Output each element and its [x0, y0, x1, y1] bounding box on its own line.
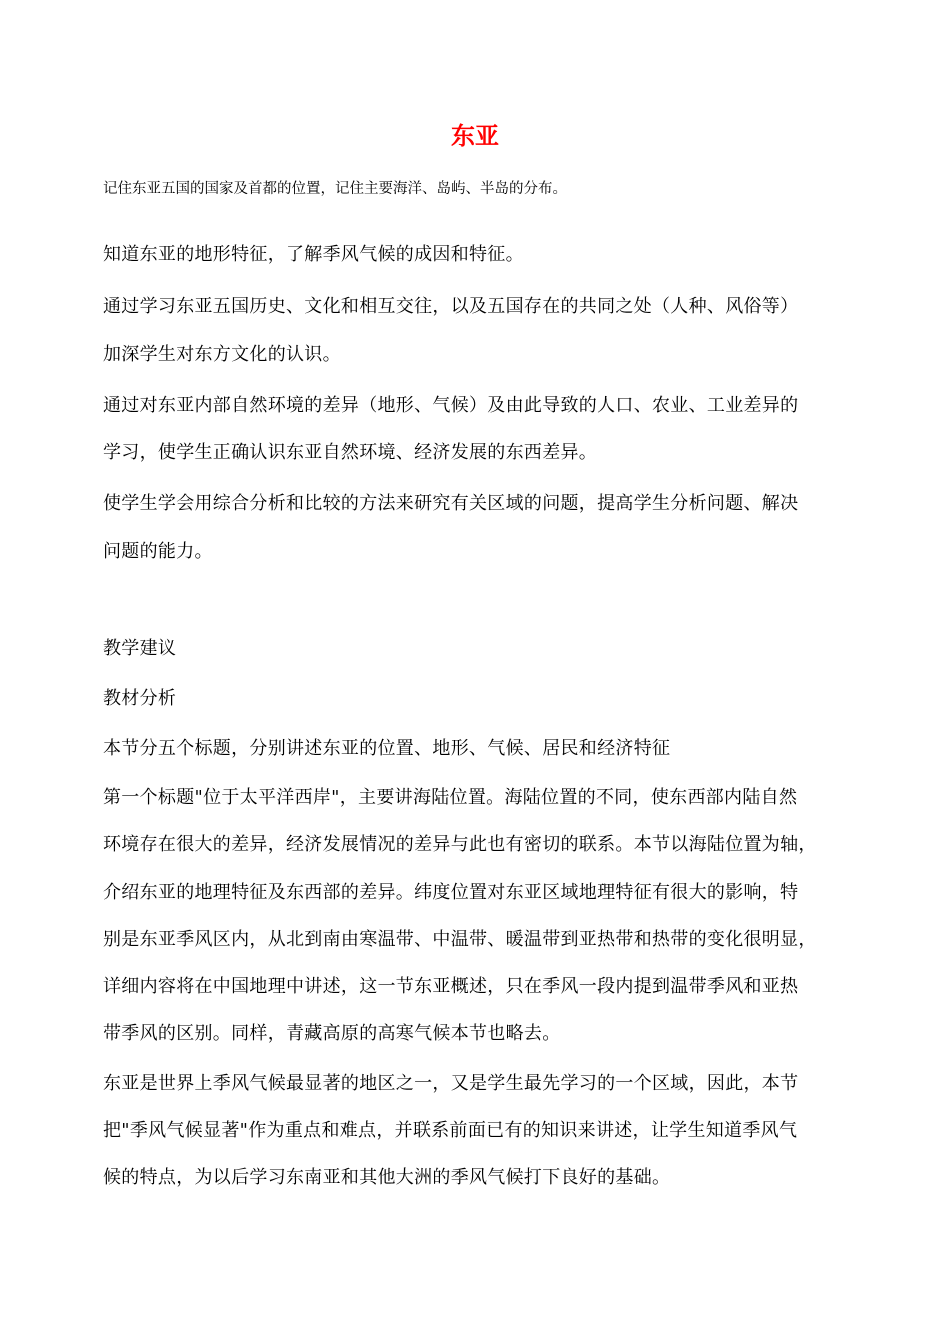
text-line: 环境存在很大的差异，经济发展情况的差异与此也有密切的联系。本节以海陆位置为轴，: [103, 834, 817, 855]
text-line: 本节分五个标题，分别讲述东亚的位置、地形、气候、居民和经济特征: [103, 738, 671, 759]
text-line: 详细内容将在中国地理中讲述，这一节东亚概述，只在季风一段内提到温带季风和亚热: [103, 976, 799, 997]
text-line: 把"季风气候显著"作为重点和难点，并联系前面已有的知识来讲述，让学生知道季风气: [103, 1120, 798, 1141]
text-line: 带季风的区别。同样，青藏高原的高寒气候本节也略去。: [103, 1023, 561, 1044]
text-line: 介绍东亚的地理特征及东西部的差异。纬度位置对东亚区域地理特征有很大的影响，特: [103, 882, 799, 903]
text-line: 东亚是世界上季风气候最显著的地区之一，又是学生最先学习的一个区域，因此，本节: [103, 1073, 799, 1094]
text-line: 候的特点，为以后学习东南亚和其他大洲的季风气候打下良好的基础。: [103, 1167, 671, 1188]
text-line: 加深学生对东方文化的认识。: [103, 344, 341, 365]
text-line: 通过对东亚内部自然环境的差异（地形、气候）及由此导致的人口、农业、工业差异的: [103, 395, 799, 416]
section-heading: 教材分析: [103, 688, 177, 709]
text-line: 别是东亚季风区内，从北到南由寒温带、中温带、暖温带到亚热带和热带的变化很明显，: [103, 929, 817, 950]
objective-line: 记住东亚五国的国家及首都的位置，记住主要海洋、岛屿、半岛的分布。: [103, 181, 567, 197]
text-line: 使学生学会用综合分析和比较的方法来研究有关区域的问题，提高学生分析问题、解决: [103, 493, 799, 514]
text-line: 学习，使学生正确认识东亚自然环境、经济发展的东西差异。: [103, 442, 598, 463]
text-line: 通过学习东亚五国历史、文化和相互交往，以及五国存在的共同之处（人种、风俗等）: [103, 296, 799, 317]
text-line: 第一个标题"位于太平洋西岸"，主要讲海陆位置。海陆位置的不同，使东西部内陆自然: [103, 787, 798, 808]
page-title: 东亚: [451, 122, 499, 150]
section-heading: 教学建议: [103, 638, 177, 659]
text-line: 问题的能力。: [103, 541, 213, 562]
text-line: 知道东亚的地形特征，了解季风气候的成因和特征。: [103, 244, 524, 265]
